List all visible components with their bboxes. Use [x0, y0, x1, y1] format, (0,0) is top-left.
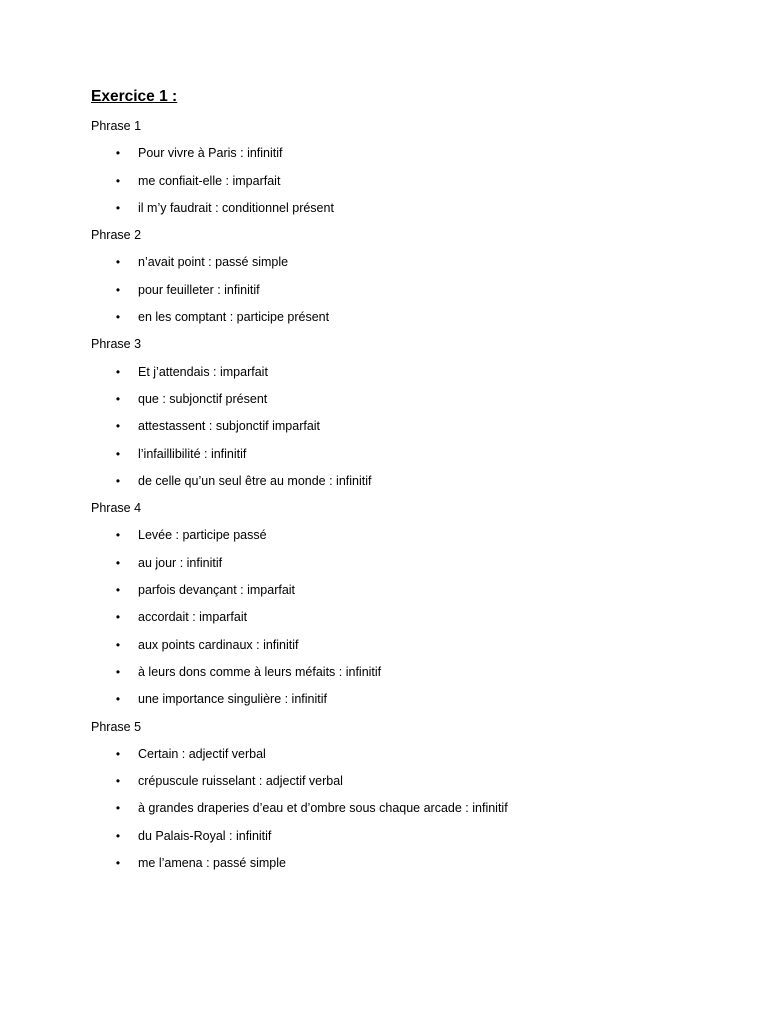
bullet-icon: •	[115, 637, 121, 652]
bullet-icon: •	[115, 664, 121, 679]
list-item	[91, 635, 711, 662]
list-item	[91, 798, 711, 825]
list-item	[91, 307, 711, 334]
list-item-text: n’avait point : passé simple	[138, 255, 289, 270]
list-item	[91, 389, 711, 416]
bullet-icon: •	[115, 364, 121, 379]
list-item-text: aux points cardinaux : infinitif	[138, 637, 299, 652]
bullet-icon: •	[115, 310, 121, 325]
list-item-text: pour feuilleter : infinitif	[138, 282, 260, 297]
phrase-item-list	[91, 744, 711, 880]
bullet-icon: •	[115, 200, 121, 215]
list-item	[91, 280, 711, 307]
bullet-icon: •	[115, 528, 121, 543]
bullet-icon: •	[115, 746, 121, 761]
bullet-icon: •	[115, 255, 121, 270]
list-item-text: à leurs dons comme à leurs méfaits : infinitif	[138, 664, 382, 679]
bullet-icon: •	[115, 173, 121, 188]
phrase-item-list	[91, 525, 711, 716]
phrase-heading: Phrase 1	[91, 119, 142, 133]
list-item-text: Levée : participe passé	[138, 528, 267, 543]
phrase-heading: Phrase 2	[91, 228, 142, 243]
list-item-text: parfois devançant : imparfait	[138, 583, 296, 598]
list-item	[91, 580, 711, 607]
list-item	[91, 607, 711, 634]
bullet-icon: •	[115, 391, 121, 406]
bullet-icon: •	[115, 828, 121, 843]
list-item	[91, 853, 711, 880]
list-item-text: Certain : adjectif verbal	[138, 746, 266, 761]
list-item	[91, 444, 711, 471]
bullet-icon: •	[115, 555, 121, 570]
list-item-text: attestassent : subjonctif imparfait	[138, 419, 321, 434]
list-item-text: accordait : imparfait	[138, 610, 248, 625]
document-title: Exercice 1 :	[91, 88, 178, 105]
list-item-text: une importance singulière : infinitif	[138, 692, 327, 707]
bullet-icon: •	[115, 446, 121, 461]
bullet-icon: •	[115, 856, 121, 871]
phrase-heading: Phrase 5	[91, 719, 142, 734]
phrase-item-list	[91, 143, 711, 225]
bullet-icon: •	[115, 473, 121, 488]
list-item-text: Pour vivre à Paris : infinitif	[138, 146, 283, 161]
list-item	[91, 362, 711, 389]
list-item-text: me confiait-elle : imparfait	[138, 173, 281, 188]
bullet-icon: •	[115, 146, 121, 161]
bullet-icon: •	[115, 692, 121, 707]
list-item	[91, 252, 711, 279]
list-item-text: l’infaillibilité : infinitif	[138, 446, 247, 461]
list-item	[91, 744, 711, 771]
document-page	[91, 86, 711, 880]
list-item	[91, 662, 711, 689]
list-item-text: que : subjonctif présent	[138, 391, 268, 406]
list-item-text: du Palais-Royal : infinitif	[138, 828, 272, 843]
phrase-item-list	[91, 252, 711, 334]
bullet-icon: •	[115, 419, 121, 434]
phrase-heading: Phrase 4	[91, 501, 142, 516]
bullet-icon: •	[115, 282, 121, 297]
list-item	[91, 826, 711, 853]
bullet-icon: •	[115, 774, 121, 789]
bullet-icon: •	[115, 610, 121, 625]
list-item-text: à grandes draperies d’eau et d’ombre sous chaque arcade : infinitif	[138, 801, 508, 816]
list-item	[91, 689, 711, 716]
phrase-item-list	[91, 362, 711, 498]
list-item	[91, 471, 711, 498]
list-item-text: en les comptant : participe présent	[138, 310, 330, 325]
list-item	[91, 143, 711, 170]
sections-container	[91, 116, 711, 880]
bullet-icon: •	[115, 583, 121, 598]
list-item-text: au jour : infinitif	[138, 555, 223, 570]
list-item-text: de celle qu’un seul être au monde : infinitif	[138, 473, 372, 488]
list-item	[91, 553, 711, 580]
bullet-icon: •	[115, 801, 121, 816]
list-item-text: il m’y faudrait : conditionnel présent	[138, 200, 334, 215]
phrase-heading: Phrase 3	[91, 337, 142, 352]
list-item-text: crépuscule ruisselant : adjectif verbal	[138, 774, 343, 789]
list-item	[91, 416, 711, 443]
list-item-text: me l’amena : passé simple	[138, 856, 286, 871]
list-item-text: Et j’attendais : imparfait	[138, 364, 268, 379]
list-item	[91, 525, 711, 552]
list-item	[91, 771, 711, 798]
list-item	[91, 171, 711, 198]
list-item	[91, 198, 711, 225]
